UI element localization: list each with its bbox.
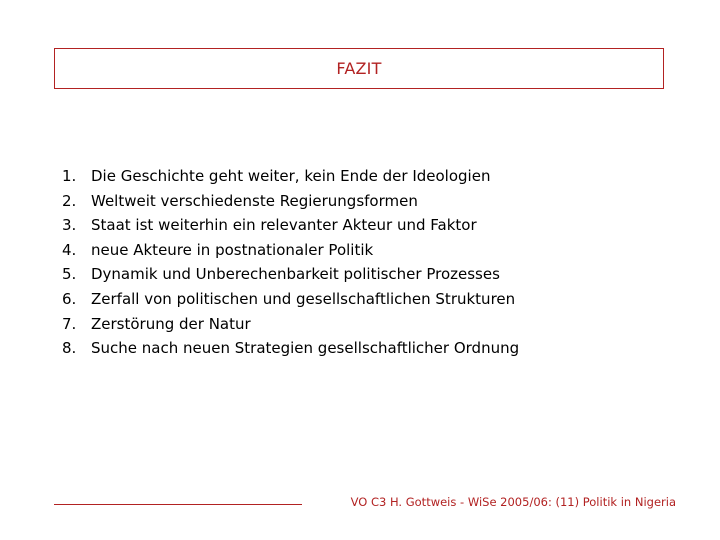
list-item-text: Zerfall von politischen und gesellschaftlichen Strukturen — [91, 289, 516, 308]
list-item — [62, 189, 519, 214]
list-item-text: Staat ist weiterhin ein relevanter Akteur und Faktor — [91, 216, 477, 235]
list-item-text: Dynamik und Unberechenbarkeit politischer Prozesses — [91, 265, 500, 284]
list-item-text: Zerstörung der Natur — [91, 314, 251, 333]
list-item — [62, 336, 519, 361]
slide-title: FAZIT — [336, 59, 382, 78]
list-item-text: neue Akteure in postnationaler Politik — [91, 240, 374, 259]
list-item — [62, 287, 519, 312]
list-item — [62, 312, 519, 337]
list-item-number: 7. — [62, 314, 77, 333]
list-item-number: 8. — [62, 339, 77, 358]
title-box — [54, 48, 664, 89]
list-item-number: 4. — [62, 240, 77, 259]
list-item — [62, 213, 519, 238]
list-item-text: Weltweit verschiedenste Regierungsformen — [91, 191, 418, 210]
list-item-number: 5. — [62, 265, 77, 284]
footer-divider — [54, 504, 302, 505]
list-item-text: Suche nach neuen Strategien gesellschaftlicher Ordnung — [91, 339, 520, 358]
list-item-number: 6. — [62, 289, 77, 308]
list-item — [62, 238, 519, 263]
list-item — [62, 262, 519, 287]
list-item-number: 3. — [62, 216, 77, 235]
list-item-number: 1. — [62, 167, 77, 185]
list-item — [62, 164, 519, 189]
list-item-text: Die Geschichte geht weiter, kein Ende der Ideologien — [91, 167, 491, 185]
conclusion-list — [62, 164, 519, 361]
list-item-number: 2. — [62, 191, 77, 210]
footer-text: VO C3 H. Gottweis - WiSe 2005/06: (11) Politik in Nigeria — [350, 495, 676, 509]
